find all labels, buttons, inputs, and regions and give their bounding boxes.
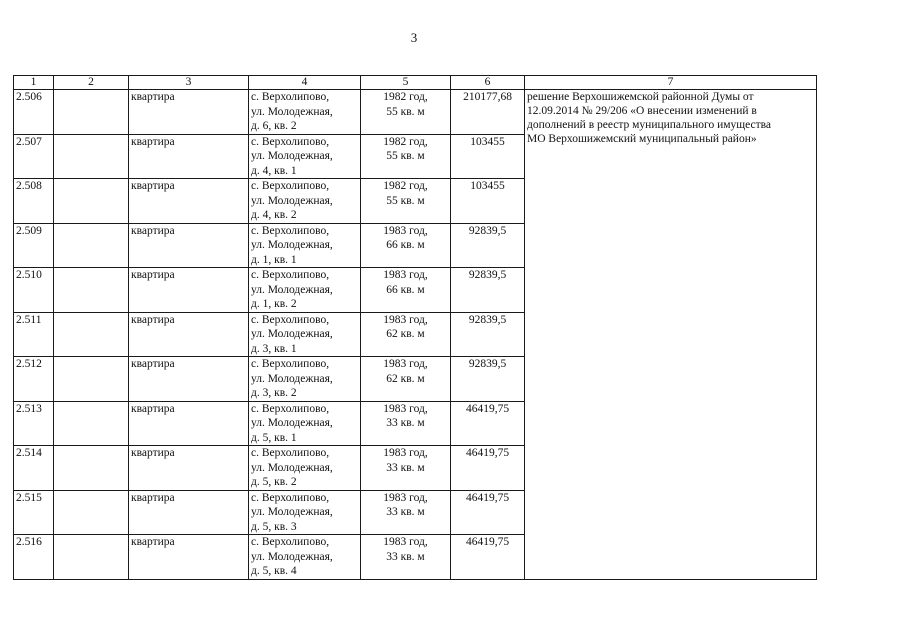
address-line: д. 1, кв. 2 — [251, 298, 297, 310]
address-line: с. Верхолипово, — [251, 358, 330, 370]
property-address — [249, 357, 361, 402]
address-line: д. 5, кв. 3 — [251, 520, 297, 533]
document-basis-line: 12.09.2014 № 29/206 «О внесении изменений в — [527, 105, 757, 117]
property-address — [249, 535, 361, 580]
document-basis-line: МО Верхошижемский муниципальный район» — [527, 133, 757, 145]
address-line: ул. Молодежная, — [251, 328, 333, 340]
address-line: д. 4, кв. 2 — [251, 209, 297, 221]
address-line: ул. Молодежная, — [251, 194, 333, 207]
column-header: 5 — [361, 76, 451, 90]
column-header: 2 — [54, 76, 129, 90]
year-and-area — [361, 535, 451, 580]
property-cost: 210177,68 — [451, 90, 525, 135]
address-line: д. 5, кв. 4 — [251, 565, 297, 577]
property-cost: 103455 — [451, 134, 525, 179]
area-line: 62 кв. м — [386, 372, 425, 385]
address-line: д. 4, кв. 1 — [251, 164, 297, 177]
empty-cell — [54, 357, 129, 402]
column-header: 3 — [129, 76, 249, 90]
address-line: д. 1, кв. 1 — [251, 253, 297, 266]
empty-cell — [54, 490, 129, 535]
address-line: с. Верхолипово, — [251, 135, 330, 148]
address-line: ул. Молодежная, — [251, 417, 333, 429]
property-cost: 92839,5 — [451, 268, 525, 313]
property-cost: 92839,5 — [451, 357, 525, 402]
area-line: 55 кв. м — [386, 150, 425, 162]
year-line: 1983 год, — [383, 402, 428, 415]
area-line: 33 кв. м — [386, 461, 425, 474]
address-line: с. Верхолипово, — [251, 91, 330, 103]
year-and-area — [361, 223, 451, 268]
area-line: 66 кв. м — [386, 239, 425, 251]
area-line: 62 кв. м — [386, 328, 425, 340]
year-and-area — [361, 446, 451, 491]
property-cost: 46419,75 — [451, 490, 525, 535]
address-line: ул. Молодежная, — [251, 506, 333, 518]
year-line: 1983 год, — [383, 491, 428, 504]
area-line: 55 кв. м — [386, 105, 425, 118]
address-line: с. Верхолипово, — [251, 269, 330, 281]
property-cost: 46419,75 — [451, 446, 525, 491]
year-and-area — [361, 90, 451, 135]
year-line: 1983 год, — [383, 358, 428, 370]
column-header: 1 — [14, 76, 54, 90]
property-cost: 46419,75 — [451, 535, 525, 580]
property-cost: 92839,5 — [451, 312, 525, 357]
registry-number: 2.508 — [14, 179, 54, 224]
property-type: квартира — [129, 535, 249, 580]
column-header: 4 — [249, 76, 361, 90]
property-type: квартира — [129, 357, 249, 402]
property-type: квартира — [129, 312, 249, 357]
address-line: с. Верхолипово, — [251, 313, 330, 326]
document-basis — [525, 90, 817, 580]
address-line: ул. Молодежная, — [251, 150, 333, 162]
empty-cell — [54, 446, 129, 491]
document-basis-line: дополнений в реестр муниципального имущества — [527, 119, 772, 131]
year-line: 1983 год, — [383, 224, 428, 237]
year-and-area — [361, 357, 451, 402]
address-line: д. 3, кв. 2 — [251, 387, 297, 399]
address-line: с. Верхолипово, — [251, 402, 330, 415]
registry-number: 2.515 — [14, 490, 54, 535]
property-type: квартира — [129, 134, 249, 179]
property-address — [249, 268, 361, 313]
year-and-area — [361, 179, 451, 224]
address-line: ул. Молодежная, — [251, 372, 333, 385]
property-address — [249, 446, 361, 491]
property-address — [249, 312, 361, 357]
address-line: ул. Молодежная, — [251, 461, 333, 474]
property-registry-table — [13, 75, 817, 580]
registry-number: 2.509 — [14, 223, 54, 268]
registry-number: 2.511 — [14, 312, 54, 357]
address-line: д. 6, кв. 2 — [251, 120, 297, 132]
registry-number: 2.507 — [14, 134, 54, 179]
column-number-header-row — [14, 76, 817, 90]
year-and-area — [361, 268, 451, 313]
property-address — [249, 223, 361, 268]
address-line: ул. Молодежная, — [251, 239, 333, 251]
document-basis-line: решение Верхошижемской районной Думы от — [527, 91, 754, 103]
property-address — [249, 401, 361, 446]
registry-number: 2.506 — [14, 90, 54, 135]
property-type: квартира — [129, 223, 249, 268]
year-line: 1982 год, — [383, 135, 428, 148]
empty-cell — [54, 312, 129, 357]
address-line: с. Верхолипово, — [251, 224, 330, 237]
address-line: с. Верхолипово, — [251, 180, 330, 192]
address-line: ул. Молодежная, — [251, 283, 333, 296]
address-line: д. 5, кв. 2 — [251, 476, 297, 488]
area-line: 55 кв. м — [386, 194, 425, 207]
registry-number: 2.513 — [14, 401, 54, 446]
empty-cell — [54, 90, 129, 135]
column-header: 7 — [525, 76, 817, 90]
address-line: с. Верхолипово, — [251, 491, 330, 504]
property-address — [249, 490, 361, 535]
property-address — [249, 134, 361, 179]
property-cost: 92839,5 — [451, 223, 525, 268]
year-and-area — [361, 312, 451, 357]
year-line: 1983 год, — [383, 536, 428, 548]
address-line: ул. Молодежная, — [251, 105, 333, 118]
empty-cell — [54, 134, 129, 179]
property-cost: 103455 — [451, 179, 525, 224]
year-and-area — [361, 134, 451, 179]
page-number: 3 — [410, 30, 418, 45]
area-line: 66 кв. м — [386, 283, 425, 296]
empty-cell — [54, 268, 129, 313]
address-line: ул. Молодежная, — [251, 550, 333, 563]
address-line: с. Верхолипово, — [251, 447, 330, 459]
registry-number: 2.512 — [14, 357, 54, 402]
property-type: квартира — [129, 401, 249, 446]
empty-cell — [54, 401, 129, 446]
year-line: 1982 год, — [383, 91, 428, 103]
year-and-area — [361, 490, 451, 535]
empty-cell — [54, 535, 129, 580]
empty-cell — [54, 179, 129, 224]
address-line: с. Верхолипово, — [251, 536, 330, 548]
column-header: 6 — [451, 76, 525, 90]
year-and-area — [361, 401, 451, 446]
year-line: 1983 год, — [383, 313, 428, 326]
registry-number: 2.516 — [14, 535, 54, 580]
area-line: 33 кв. м — [386, 550, 425, 563]
area-line: 33 кв. м — [386, 417, 425, 429]
area-line: 33 кв. м — [386, 506, 425, 518]
year-line: 1982 год, — [383, 180, 428, 192]
address-line: д. 3, кв. 1 — [251, 342, 297, 355]
address-line: д. 5, кв. 1 — [251, 431, 297, 444]
property-type: квартира — [129, 490, 249, 535]
property-type: квартира — [129, 446, 249, 491]
property-type: квартира — [129, 268, 249, 313]
property-type: квартира — [129, 90, 249, 135]
property-address — [249, 90, 361, 135]
registry-number: 2.510 — [14, 268, 54, 313]
empty-cell — [54, 223, 129, 268]
year-line: 1983 год, — [383, 269, 428, 281]
property-address — [249, 179, 361, 224]
registry-number: 2.514 — [14, 446, 54, 491]
property-type: квартира — [129, 179, 249, 224]
property-cost: 46419,75 — [451, 401, 525, 446]
table-row — [14, 90, 817, 135]
year-line: 1983 год, — [383, 447, 428, 459]
